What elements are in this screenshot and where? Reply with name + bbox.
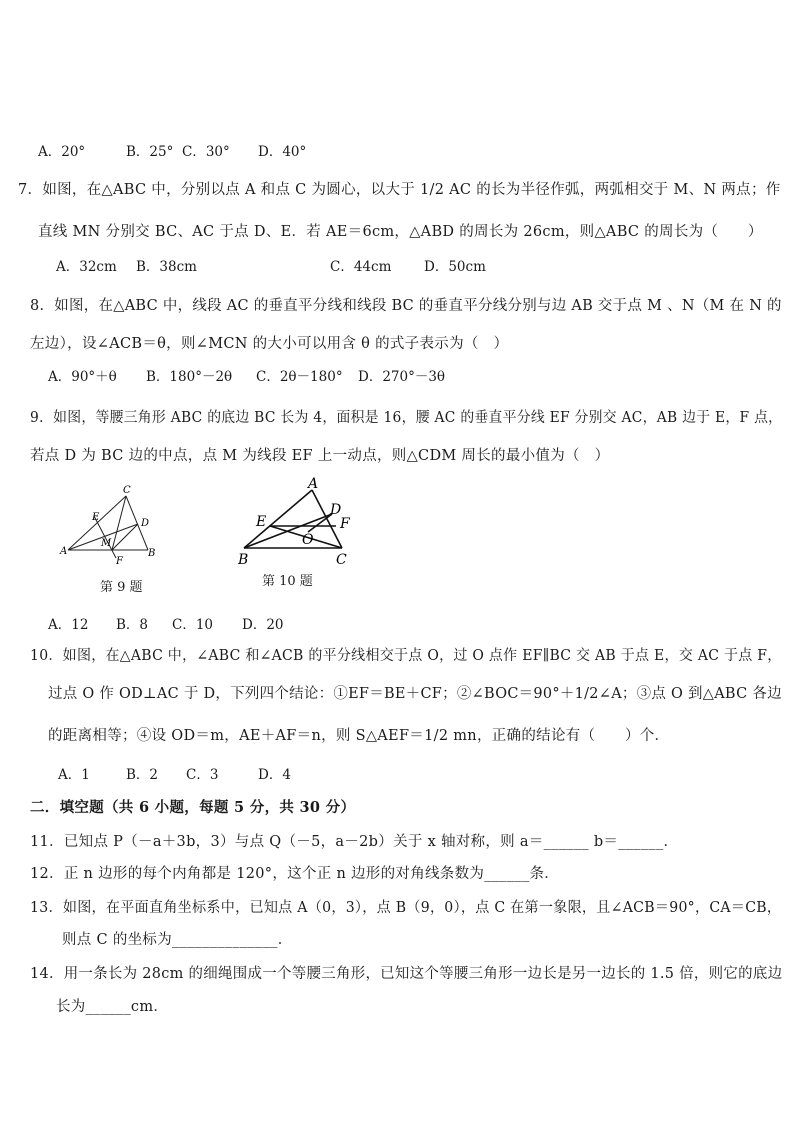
q7-line2: 直线 MN 分别交 BC、AC 于点 D、E．若 AE＝6cm，△ABD 的周长为 26cm，则△ABC 的周长为（ ） xyxy=(38,224,763,240)
figure-10 xyxy=(232,474,362,570)
figure-9-diagram xyxy=(56,482,166,572)
q10-option-d: D．4 xyxy=(258,767,291,783)
q6-option-c: C．30° xyxy=(182,144,230,160)
q10-option-a: A．1 xyxy=(58,767,90,783)
q8-option-b: B．180°－2θ xyxy=(146,369,233,385)
q14-line1: 14．用一条长为 28cm 的细绳围成一个等腰三角形，已知这个等腰三角形一边长是另一边长的 1.5 倍，则它的底边 xyxy=(30,966,783,982)
figure-9-caption: 第 9 题 xyxy=(100,580,143,595)
figure-10-label-c: C xyxy=(336,552,347,568)
q13-line2: 则点 C 的坐标为______________． xyxy=(62,932,293,948)
q7-option-d: D．50cm xyxy=(424,259,486,275)
q8-option-c: C．2θ－180° xyxy=(256,369,343,385)
figure-9-label-b: B xyxy=(148,548,156,559)
q10-line2: 过点 O 作 OD⊥AC 于 D，下列四个结论：①EF＝BE＋CF；②∠BOC＝90°＋1/2∠A；③点 O 到△ABC 各边 xyxy=(48,686,782,702)
figure-10-label-d: D xyxy=(330,502,342,518)
figure-9-label-e: E xyxy=(92,512,100,523)
figure-9-label-d: D xyxy=(141,518,150,529)
figure-9 xyxy=(56,482,166,572)
figure-9-label-f: F xyxy=(116,556,123,567)
q11: 11．已知点 P（－a＋3b，3）与点 Q（－5，a－2b）关于 x 轴对称，则 a＝______ b＝______． xyxy=(30,834,679,850)
q7-line1: 7．如图，在△ABC 中，分别以点 A 和点 C 为圆心，以大于 1/2 AC 的长为半径作弧，两弧相交于 M、N 两点；作 xyxy=(18,182,781,198)
figure-10-label-e: E xyxy=(256,514,267,530)
q8-option-d: D．270°－3θ xyxy=(358,369,446,385)
q10-line1: 10．如图，在△ABC 中，∠ABC 和∠ACB 的平分线相交于点 O，过 O 点作 EF∥BC 交 AB 于点 E，交 AC 于点 F， xyxy=(30,648,782,664)
figure-9-label-c: C xyxy=(123,485,131,496)
q8-option-a: A．90°＋θ xyxy=(48,369,117,385)
q9-option-d: D．20 xyxy=(242,617,284,633)
q8-line2: 左边），设∠ACB＝θ，则∠MCN 的大小可以用含 θ 的式子表示为（ ） xyxy=(30,336,509,352)
q9-line1: 9．如图，等腰三角形 ABC 的底边 BC 长为 4，面积是 16，腰 AC 的垂直平分线 EF 分别交 AC，AB 边于 E，F 点， xyxy=(30,410,783,426)
q7-option-c: C．44cm xyxy=(330,259,392,275)
q10-option-c: C．3 xyxy=(186,767,219,783)
q9-option-b: B．8 xyxy=(116,617,149,633)
q6-option-b: B．25° xyxy=(126,144,174,160)
figure-10-diagram xyxy=(232,474,362,570)
q9-option-c: C．10 xyxy=(172,617,214,633)
q10-line3: 的距离相等；④设 OD＝m，AE＋AF＝n，则 S△AEF＝1/2 mn，正确的结论有（ ）个． xyxy=(48,728,670,744)
figure-9-label-a: A xyxy=(60,546,68,557)
q14-line2: 长为______cm． xyxy=(56,999,169,1015)
q10-option-b: B．2 xyxy=(126,767,159,783)
q9-option-a: A．12 xyxy=(48,617,89,633)
figure-10-label-a: A xyxy=(308,476,319,492)
q6-option-d: D．40° xyxy=(258,144,307,160)
figure-10-caption: 第 10 题 xyxy=(262,574,313,589)
section-2-heading: 二．填空题（共 6 小题，每题 5 分，共 30 分） xyxy=(30,799,356,816)
q7-option-a: A．32cm xyxy=(56,259,117,275)
q12: 12．正 n 边形的每个内角都是 120°，这个正 n 边形的对角线条数为______条． xyxy=(30,866,560,882)
q6-option-a: A．20° xyxy=(38,144,86,160)
figure-10-label-f: F xyxy=(340,516,350,532)
q13-line1: 13．如图，在平面直角坐标系中，已知点 A（0，3），点 B（9，0），点 C 在第一象限，且∠ACB＝90°，CA＝CB， xyxy=(30,900,782,916)
figure-10-label-o: O xyxy=(302,532,314,548)
q9-line2: 若点 D 为 BC 边的中点，点 M 为线段 EF 上一动点，则△CDM 周长的最小值为（ ） xyxy=(30,448,610,464)
figure-10-label-b: B xyxy=(238,552,249,568)
figure-9-label-m: M xyxy=(101,538,112,549)
q7-option-b: B．38cm xyxy=(136,259,197,275)
q8-line1: 8．如图，在△ABC 中，线段 AC 的垂直平分线和线段 BC 的垂直平分线分别与边 AB 交于点 M 、N（M 在 N 的 xyxy=(30,298,782,314)
